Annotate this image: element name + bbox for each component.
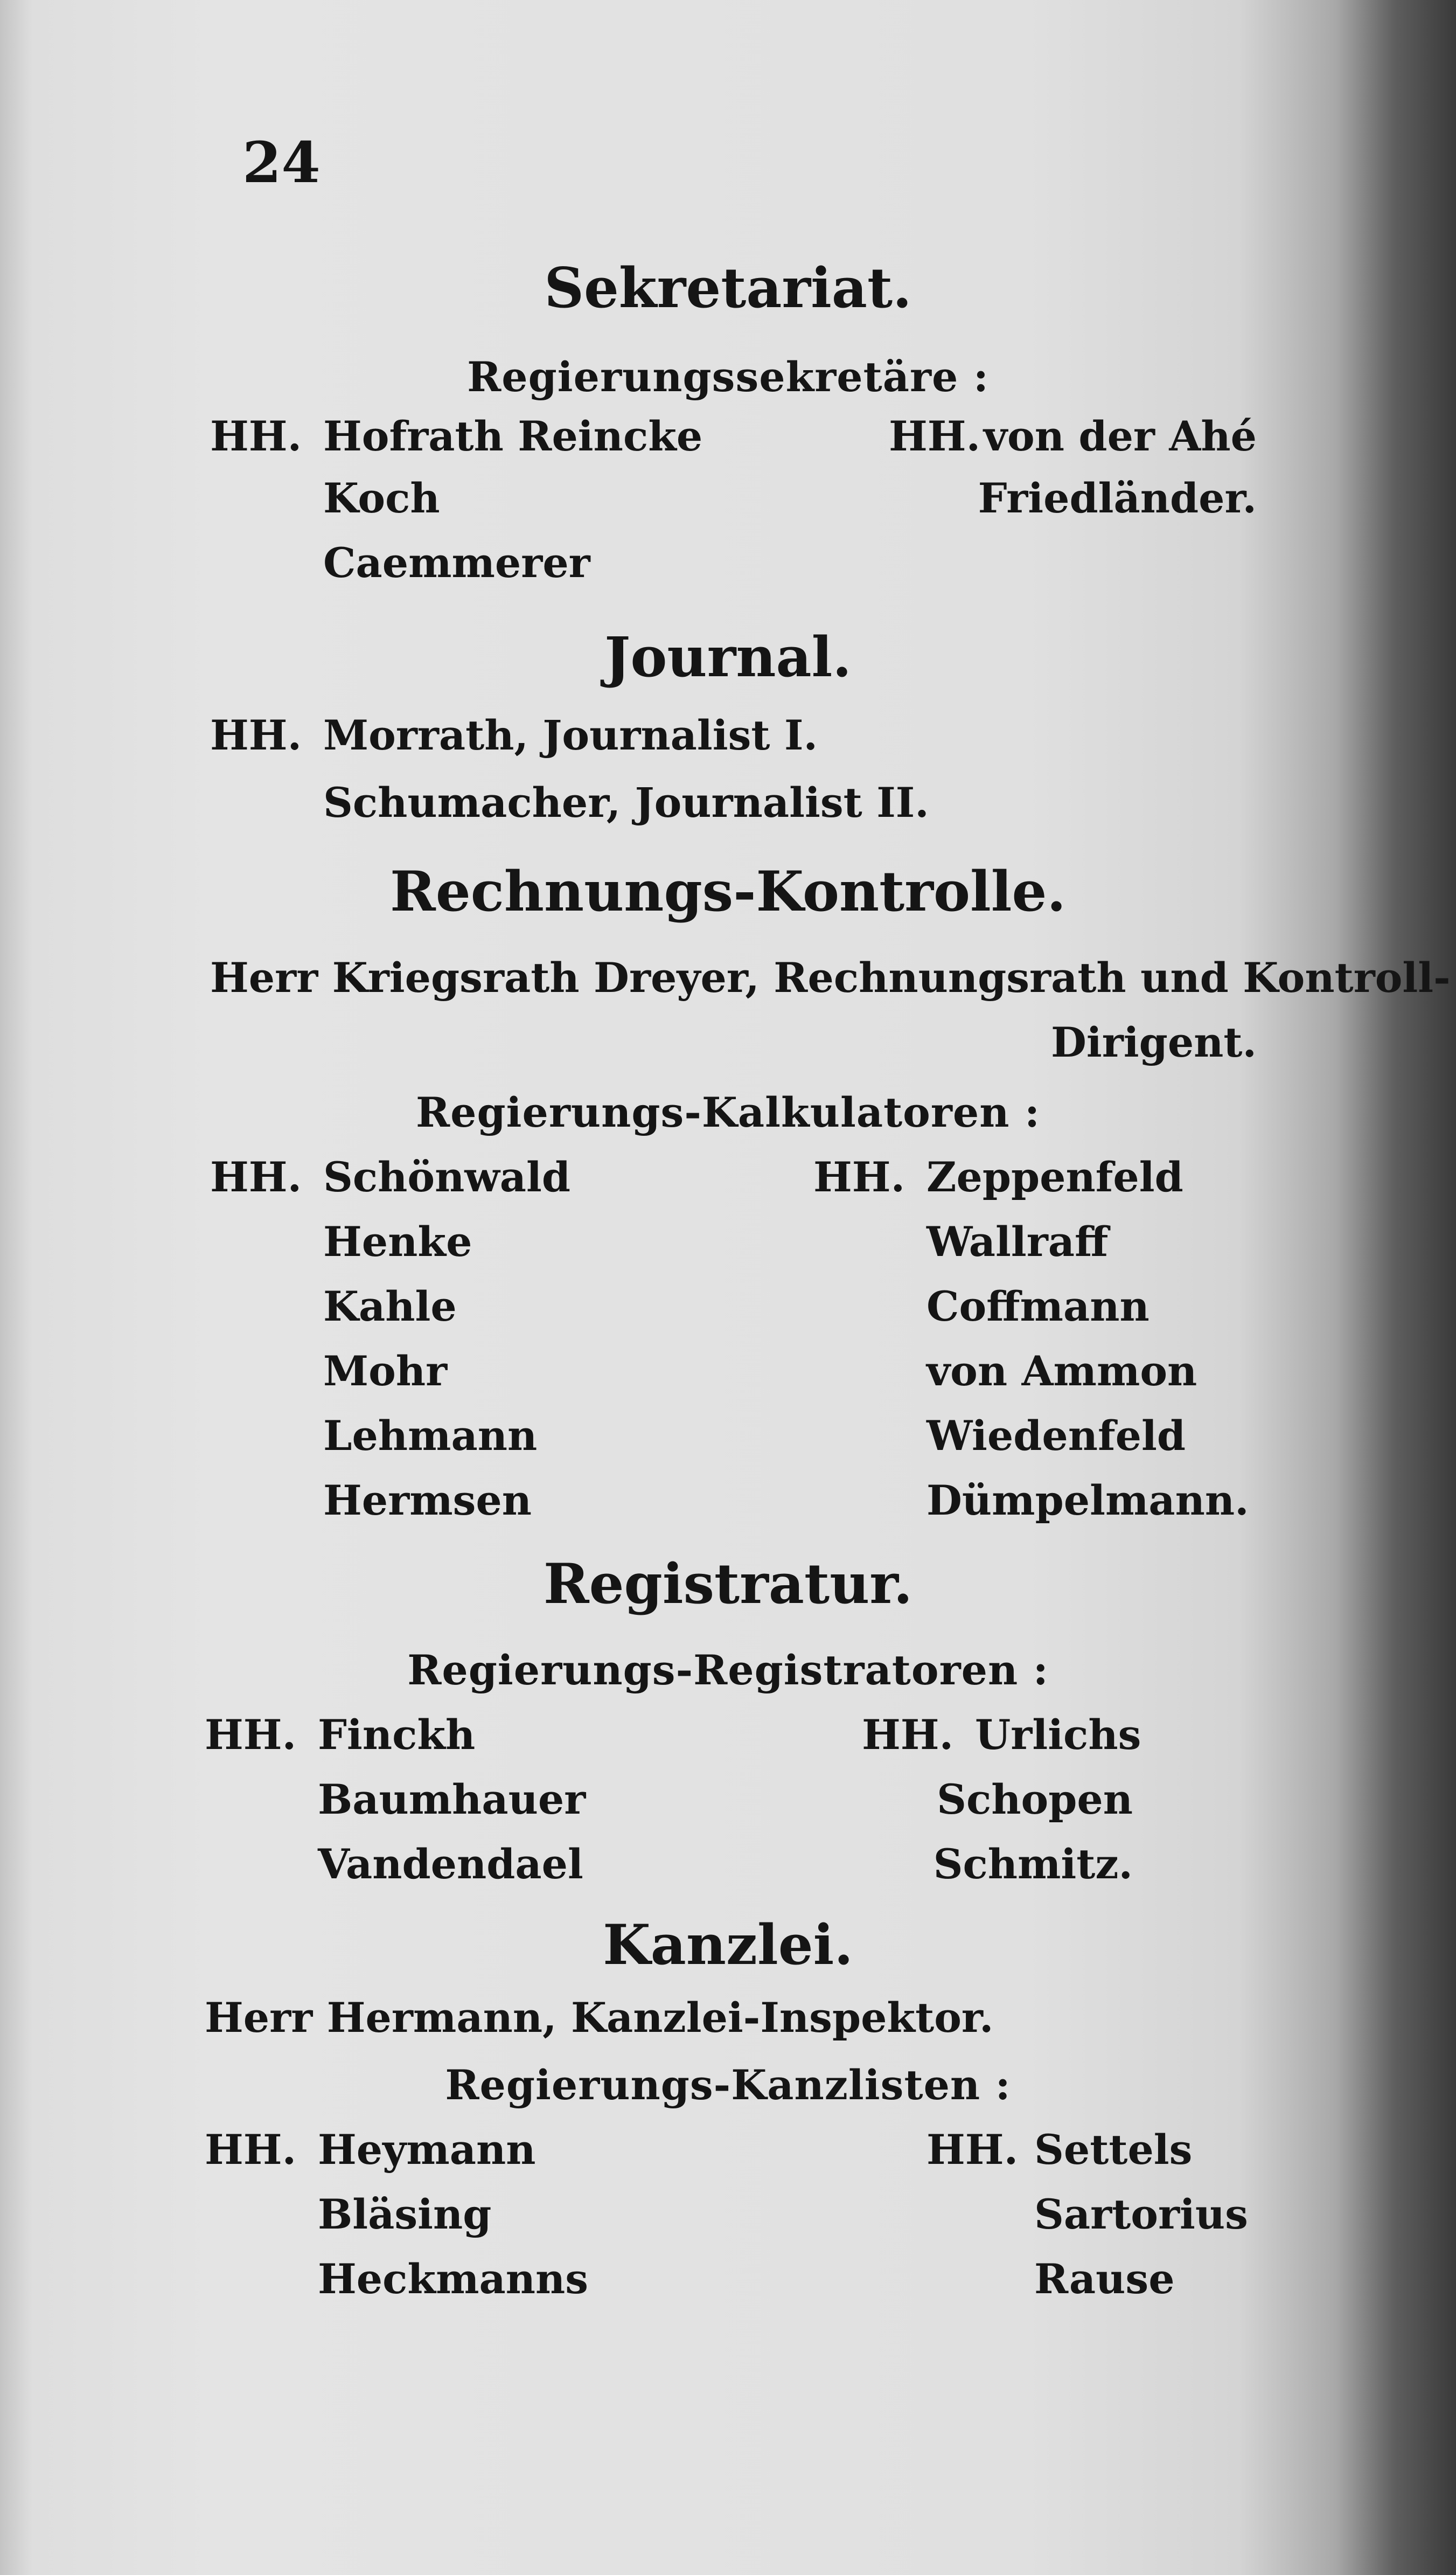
- hh-prefix-right: HH.: [813, 1153, 905, 1201]
- name-entry: Rause: [1034, 2255, 1175, 2303]
- name-entry: Wiedenfeld: [926, 1412, 1186, 1460]
- subtitle-regierungssekretaere: Regierungssekretäre :: [467, 353, 989, 401]
- section-title-sekretariat: Sekretariat.: [544, 256, 912, 321]
- hh-prefix-left: HH.: [210, 412, 302, 460]
- name-entry: Sartorius: [1034, 2190, 1248, 2238]
- name-entry: Settels: [1034, 2126, 1193, 2174]
- hh-prefix-right: HH.: [889, 412, 981, 460]
- name-entry: Wallraff: [926, 1218, 1109, 1266]
- hh-prefix-right: HH.: [862, 1711, 954, 1759]
- name-entry: Schmitz.: [933, 1840, 1133, 1888]
- kanzlei-line: Herr Hermann, Kanzlei-Inspektor.: [205, 1994, 994, 2042]
- name-entry: Schönwald: [323, 1153, 571, 1201]
- name-entry: Koch: [323, 474, 440, 522]
- name-entry: Coffmann: [926, 1282, 1150, 1330]
- name-entry: Zeppenfeld: [926, 1153, 1183, 1201]
- subtitle-kanzlisten: Regierungs-Kanzlisten :: [445, 2061, 1011, 2109]
- journal-entry: Morrath, Journalist I.: [323, 711, 818, 759]
- name-entry: Henke: [323, 1218, 472, 1266]
- name-entry: Friedländer.: [978, 474, 1257, 522]
- section-title-kontrolle: Rechnungs-Kontrolle.: [390, 859, 1066, 924]
- page-number: 24: [242, 129, 321, 196]
- hh-prefix-left: HH.: [205, 1711, 297, 1759]
- name-entry: Lehmann: [323, 1412, 538, 1460]
- name-entry: Dümpelmann.: [926, 1476, 1249, 1524]
- name-entry: Heymann: [318, 2126, 536, 2174]
- name-entry: Bläsing: [318, 2190, 492, 2238]
- name-entry: Kahle: [323, 1282, 457, 1330]
- name-entry: Vandendael: [318, 1840, 583, 1888]
- journal-entry: Schumacher, Journalist II.: [323, 779, 929, 827]
- name-entry: Finckh: [318, 1711, 476, 1759]
- name-entry: Heckmanns: [318, 2255, 589, 2303]
- name-entry: Schopen: [937, 1775, 1133, 1823]
- name-entry: Hermsen: [323, 1476, 532, 1524]
- hh-prefix-left: HH.: [210, 711, 302, 759]
- name-entry: Hofrath Reincke: [323, 412, 703, 460]
- section-title-journal: Journal.: [604, 625, 852, 690]
- section-title-kanzlei: Kanzlei.: [603, 1913, 853, 1977]
- hh-prefix-left: HH.: [205, 2126, 297, 2174]
- name-entry: Urlichs: [975, 1711, 1141, 1759]
- name-entry: Mohr: [323, 1347, 448, 1395]
- name-entry: von Ammon: [926, 1347, 1197, 1395]
- subtitle-kalkulatoren: Regierungs-Kalkulatoren :: [415, 1088, 1041, 1136]
- section-title-registratur: Registratur.: [543, 1552, 913, 1616]
- name-entry: Caemmerer: [323, 539, 590, 587]
- hh-prefix-left: HH.: [210, 1153, 302, 1201]
- subtitle-registratoren: Regierungs-Registratoren :: [407, 1646, 1049, 1694]
- hh-prefix-right: HH.: [926, 2126, 1019, 2174]
- kontrolle-line: Dirigent.: [1050, 1018, 1257, 1066]
- name-entry: Baumhauer: [318, 1775, 586, 1823]
- kontrolle-line: Herr Kriegsrath Dreyer, Rechnungsrath und Kontroll-: [210, 954, 1451, 1002]
- name-entry: von der Ahé: [983, 412, 1257, 460]
